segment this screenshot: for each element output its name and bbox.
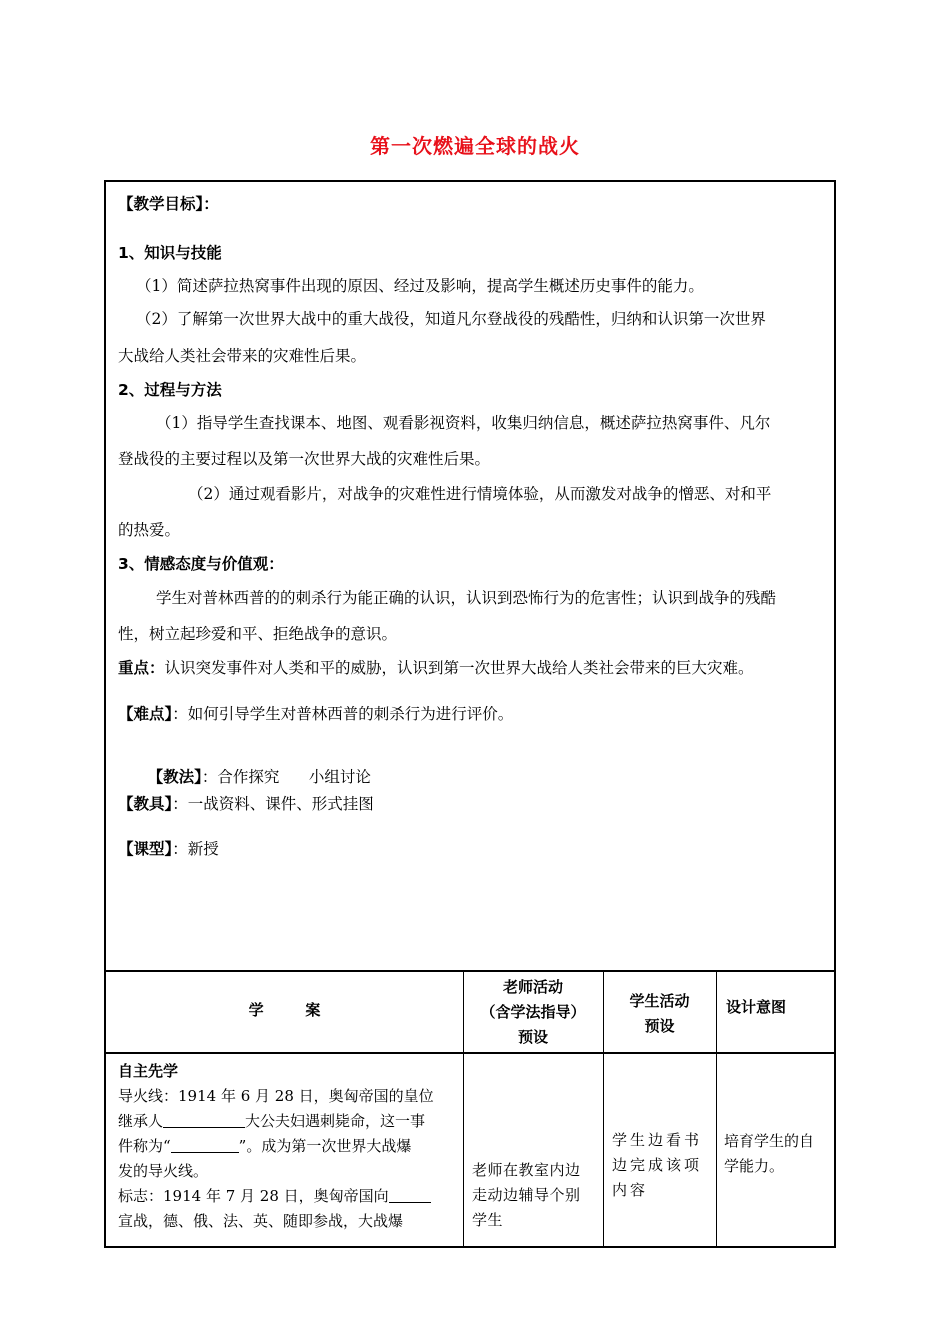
key-point-text: 认识突发事件对人类和平的威胁，认识到第一次世界大战给人类社会带来的巨大灾难。 [164, 659, 754, 677]
design-intent-cell [724, 1129, 832, 1179]
lesson-table [104, 180, 836, 1248]
teacher-activity-cell [472, 1158, 600, 1233]
page-title: 第一次燃遍全球的战火 [370, 134, 580, 158]
student-activity-line2: 边完成该项 [612, 1156, 703, 1174]
plan-line-1: 导火线：1914 年 6 月 28 日，奥匈帝国的皇位 [118, 1087, 434, 1105]
divider-objectives [106, 970, 834, 972]
plan-line-2a: 继承人 [118, 1112, 164, 1130]
emotion-point-line2: 性，树立起珍爱和平、拒绝战争的意识。 [118, 625, 398, 643]
plan-line-3a: 件称为“ [118, 1137, 171, 1155]
plan-cell [118, 1059, 458, 1234]
plan-line-4: 发的导火线。 [118, 1162, 209, 1180]
header-student-activity [603, 989, 716, 1039]
teaching-tools [118, 792, 374, 814]
section-emotion-title: 3、情感态度与价值观： [118, 555, 284, 573]
teaching-tools-label: 【教具】 [118, 795, 173, 813]
teaching-method-text: ：合作探究 小组讨论 [201, 768, 371, 786]
difficult-point [118, 702, 513, 724]
header-teacher-line3: 预设 [517, 1028, 548, 1046]
lesson-type-text: ：新授 [172, 840, 219, 858]
lesson-type [118, 837, 219, 859]
column-divider-3 [716, 971, 717, 1248]
header-teacher-line2: （含学法指导） [480, 1003, 586, 1021]
student-activity-cell [612, 1128, 714, 1203]
plan-line-2 [118, 1109, 458, 1134]
difficult-point-label: 【难点】 [118, 705, 173, 723]
knowledge-point-1: （1）简述萨拉热窝事件出现的原因、经过及影响，提高学生概述历史事件的能力。 [136, 277, 704, 295]
knowledge-point-2-line1: （2）了解第一次世界大战中的重大战役，知道凡尔登战役的残酷性，归纳和认识第一次世界 [136, 310, 766, 328]
teacher-activity-line1: 老师在教室内边 [472, 1161, 581, 1179]
emotion-point-line1: 学生对普林西普的的刺杀行为能正确的认识，认识到恐怖行为的危害性；认识到战争的残酷 [156, 589, 777, 607]
teacher-activity-line2: 走动边辅导个别 [472, 1186, 581, 1204]
key-point [118, 656, 754, 678]
student-activity-line3: 内容 [612, 1181, 649, 1199]
process-point-2-line1: （2）通过观看影片，对战争的灾难性进行情境体验，从而激发对战争的憎恶、对和平 [188, 485, 772, 503]
process-point-2-line2: 的热爱。 [118, 521, 181, 539]
header-teacher-activity [463, 975, 603, 1050]
teacher-activity-line3: 学生 [472, 1211, 504, 1229]
plan-line-5 [118, 1184, 458, 1209]
difficult-point-text: ：如何引导学生对普林西普的刺杀行为进行评价。 [172, 705, 514, 723]
key-point-label: 重点： [118, 659, 165, 677]
lesson-type-label: 【课型】 [118, 840, 173, 858]
process-point-1-line1: （1）指导学生查找课本、地图、观看影视资料，收集归纳信息，概述萨拉热窝事件、凡尔 [156, 414, 771, 432]
blank-target-country[interactable] [389, 1186, 431, 1203]
header-design-intent: 设计意图 [726, 998, 787, 1016]
plan-line-5a: 标志：1914 年 7 月 28 日，奥匈帝国向 [118, 1187, 389, 1205]
plan-line-2b: 大公夫妇遇刺毙命，这一事 [245, 1112, 426, 1130]
objectives-cell [106, 182, 834, 972]
design-intent-line1: 培育学生的自 [724, 1132, 815, 1150]
blank-event-name[interactable] [171, 1136, 239, 1153]
header-teacher-line1: 老师活动 [502, 978, 563, 996]
plan-line-6: 宣战，德、俄、法、英、随即参战，大战爆 [118, 1212, 404, 1230]
plan-section-title: 自主先学 [118, 1062, 179, 1080]
knowledge-point-2-line2: 大战给人类社会带来的灾难性后果。 [118, 347, 367, 365]
plan-line-3b: ”。成为第一次世界大战爆 [238, 1137, 412, 1155]
header-student-line2: 预设 [644, 1017, 675, 1035]
teaching-method-label: 【教法】 [147, 768, 202, 786]
section-knowledge-title: 1、知识与技能 [118, 244, 222, 262]
design-intent-line2: 学能力。 [724, 1157, 785, 1175]
divider-header-row [106, 1052, 834, 1054]
blank-heir-name[interactable] [163, 1111, 245, 1128]
objectives-header: 【教学目标】： [118, 195, 219, 213]
section-process-title: 2、过程与方法 [118, 381, 222, 399]
process-point-1-line2: 登战役的主要过程以及第一次世界大战的灾难性后果。 [118, 450, 491, 468]
plan-line-3 [118, 1134, 458, 1159]
student-activity-line1: 学生边看书 [612, 1131, 703, 1149]
header-plan: 学 案 [248, 1001, 321, 1019]
header-student-line1: 学生活动 [629, 992, 690, 1010]
teaching-tools-text: ：一战资料、课件、形式挂图 [172, 795, 374, 813]
